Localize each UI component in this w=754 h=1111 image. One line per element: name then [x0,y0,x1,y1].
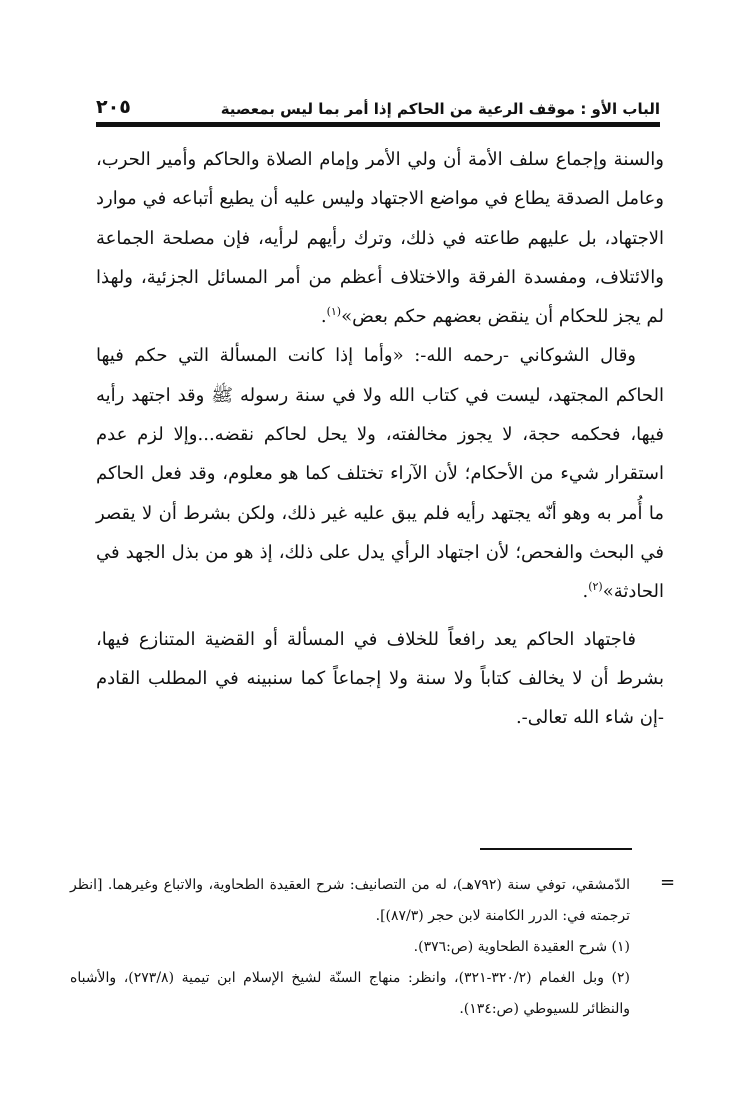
running-header [96,84,660,118]
page-number: ٢٠٥ [96,96,131,118]
footnote-rule [480,848,632,850]
paragraph-1-text: والسنة وإجماع سلف الأمة أن ولي الأمر وإمام الصلاة والحاكم وأمير الحرب، وعامل الصدقة يطاع في مواضع الاجتهاد وليس عليه أن يطيع أتباعه في موارد الاجتهاد، بل عليهم طاعته في ذلك، وترك رأيهم لرأيه، فإن مصلحة الجماعة والائتلاف، ومفسدة الفرقة والاختلاف أعظم من أمر المسائل الجزئية، ولهذا لم يجز للحكام أن ينقض بعضهم حكم بعض» [96,149,664,328]
footnote-ref-2: (٢) [588,580,603,594]
footnote-continued: الدّمشقي، توفي سنة (٧٩٢هـ)، له من التصانيف: شرح العقيدة الطحاوية، والاتباع وغيرهما. [انظر ترجمته في: الدرر الكامنة لابن حجر (٨٧/٣)]. [70,877,630,924]
header-rule [96,122,660,127]
main-text [96,140,664,737]
footnote-2: (٢) وبل الغمام (٣٢٠/٢-٣٢١)، وانظر: منهاج السنّة لشيخ الإسلام ابن تيمية (٢٧٣/٨)، والأشباه والنظائر للسيوطي (ص:١٣٤). [70,970,630,1017]
chapter-title: الباب الأو : موقف الرعية من الحاكم إذا أمر بما ليس بمعصية [220,100,660,118]
footnote-continuation-mark: = [660,872,676,893]
paragraph-3: فاجتهاد الحاكم يعد رافعاً للخلاف في المسألة أو القضية المتنازع فيها، بشرط أن لا يخالف كتاباً ولا سنة ولا إجماعاً كما سنبينه في المطلب القادم -إن شاء الله تعالى-. [96,628,664,729]
paragraph-2-text: وقال الشوكاني -رحمه الله-: «وأما إذا كانت المسألة التي حكم فيها الحاكم المجتهد، ليست في كتاب الله ولا في سنة رسوله ﷺ وقد اجتهد رأيه فيها، فحكمه حجة، لا يجوز مخالفته، ولا يحل لحاكم نقضه...وإلا لزم عدم استقرار شيء من الأحكام؛ لأن الآراء تختلف كما هو معلوم، وقد فعل الحاكم ما أُمر به وهو أنّه يجتهد رأيه فلم يبق عليه غير ذلك، ولكن بشرط أن لا يقصر في البحث والفحص؛ لأن اجتهاد الرأي يدل على ذلك، إذ هو من بذل الجهد في الحادثة» [96,345,664,603]
footnote-ref-1: (١) [326,305,342,319]
footnote-1: (١) شرح العقيدة الطحاوية (ص:٣٧٦). [413,939,630,955]
footnotes [70,870,630,1025]
paragraph-1: والسنة وإجماع سلف الأمة أن ولي الأمر وإمام الصلاة والحاكم وأمير الحرب، وعامل الصدقة يطاع في مواضع الاجتهاد وليس عليه أن يطيع أتباعه في موارد الاجتهاد، بل عليهم طاعته في ذلك، وترك رأيهم لرأيه، فإن مصلحة الجماعة والائتلاف، ومفسدة الفرقة والاختلاف أعظم من أمر المسائل الجزئية، ولهذا لم يجز للحكام أن ينقض بعضهم حكم بعض»$^{(١)}$. [96,149,664,328]
paragraph-2: وقال الشوكاني -رحمه الله-: «وأما إذا كانت المسألة التي حكم فيها الحاكم المجتهد، ليست في كتاب الله ولا في سنة رسوله ﷺ وقد اجتهد رأيه فيها، فحكمه حجة، لا يجوز مخالفته، ولا يحل لحاكم نقضه...وإلا لزم عدم استقرار شيء من الأحكام؛ لأن الآراء تختلف كما هو معلوم، وقد فعل الحاكم ما أُمر به وهو أنّه يجتهد رأيه فلم يبق عليه غير ذلك، ولكن بشرط أن لا يقصر في البحث والفحص؛ لأن اجتهاد الرأي يدل على ذلك، إذ هو من بذل الجهد في الحادثة»$^{(٢)}$. [96,345,664,603]
